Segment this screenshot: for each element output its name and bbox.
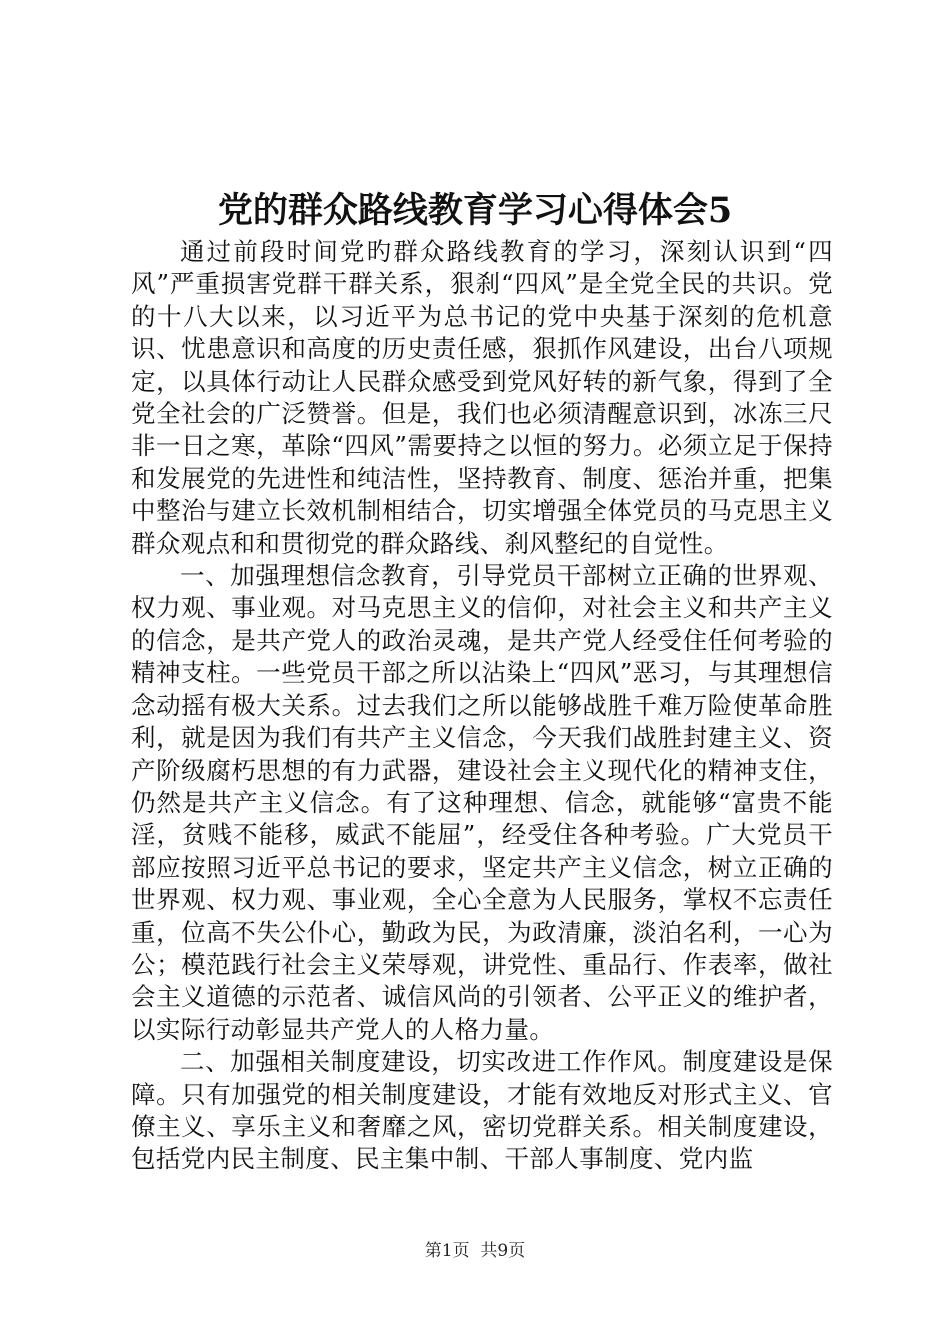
page-total: 共9页 (480, 1241, 526, 1261)
footer-spacer (470, 1241, 481, 1261)
document-body (131, 236, 833, 1176)
paragraph-section-2: 二、加强相关制度建设，切实改进工作作风。制度建设是保障。只有加强党的相关制度建设，才能有效地反对形式主义、官僚主义、享乐主义和奢靡之风，密切党群关系。相关制度建设，包括党内民主制度、民主集中制、干部人事制度、党内监 (131, 1047, 833, 1174)
paragraph-section-1: 一、加强理想信念教育，引导党员干部树立正确的世界观、权力观、事业观。对马克思主义的信仰，对社会主义和共产主义的信念，是共产党人的政治灵魂，是共产党人经受住任何考验的精神支柱。一些党员干部之所以沾染上“四风”恶习，与其理想信念动摇有极大关系。过去我们之所以能够战胜千难万险使革命胜利，就是因为我们有共产主义信念，今天我们战胜封建主义、资产阶级腐朽思想的有力武器，建设社会主义现代化的精神支住，仍然是共产主义信念。有了这种理想、信念，就能够“富贵不能淫，贫贱不能移，威武不能屈”，经受住各种考验。广大党员干部应按照习近平总书记的要求，坚定共产主义信念，树立正确的世界观、权力观、事业观，全心全意为人民服务，掌权不忘责任重，位高不失公仆心，勤政为民，为政清廉，淡泊名利，一心为公；模范践行社会主义荣辱观，讲党性、重品行、作表率，做社会主义道德的示范者、诚信风尚的引领者、公平正义的维护者，以实际行动彰显共产党人的人格力量。 (131, 561, 833, 1044)
paragraph-intro: 通过前段时间党旳群众路线教育的学习，深刻认识到“四风”严重损害党群干群关系，狠刹“四风”是全党全民的共识。党的十八大以来，以习近平为总书记的党中央基于深刻的危机意识、忧患意识和高度的历史责任感，狠抓作风建设，出台八项规定，以具体行动让人民群众感受到党风好转的新气象，得到了全党全社会的广泛赞誉。但是，我们也必须清醒意识到，冰冻三尺非一日之寒，革除“四风”需要持之以恒的努力。必须立足于保持和发展党的先进性和纯洁性，坚持教育、制度、惩治并重，把集中整治与建立长效机制相结合，切实增强全体党员的马克思主义群众观点和和贯彻党的群众路线、刹风整纪的自觉性。 (131, 237, 833, 558)
document-title: 党的群众路线教育学习心得体会5 (217, 190, 733, 231)
page-number: 第1页 (424, 1241, 470, 1261)
page-footer (0, 1239, 950, 1263)
